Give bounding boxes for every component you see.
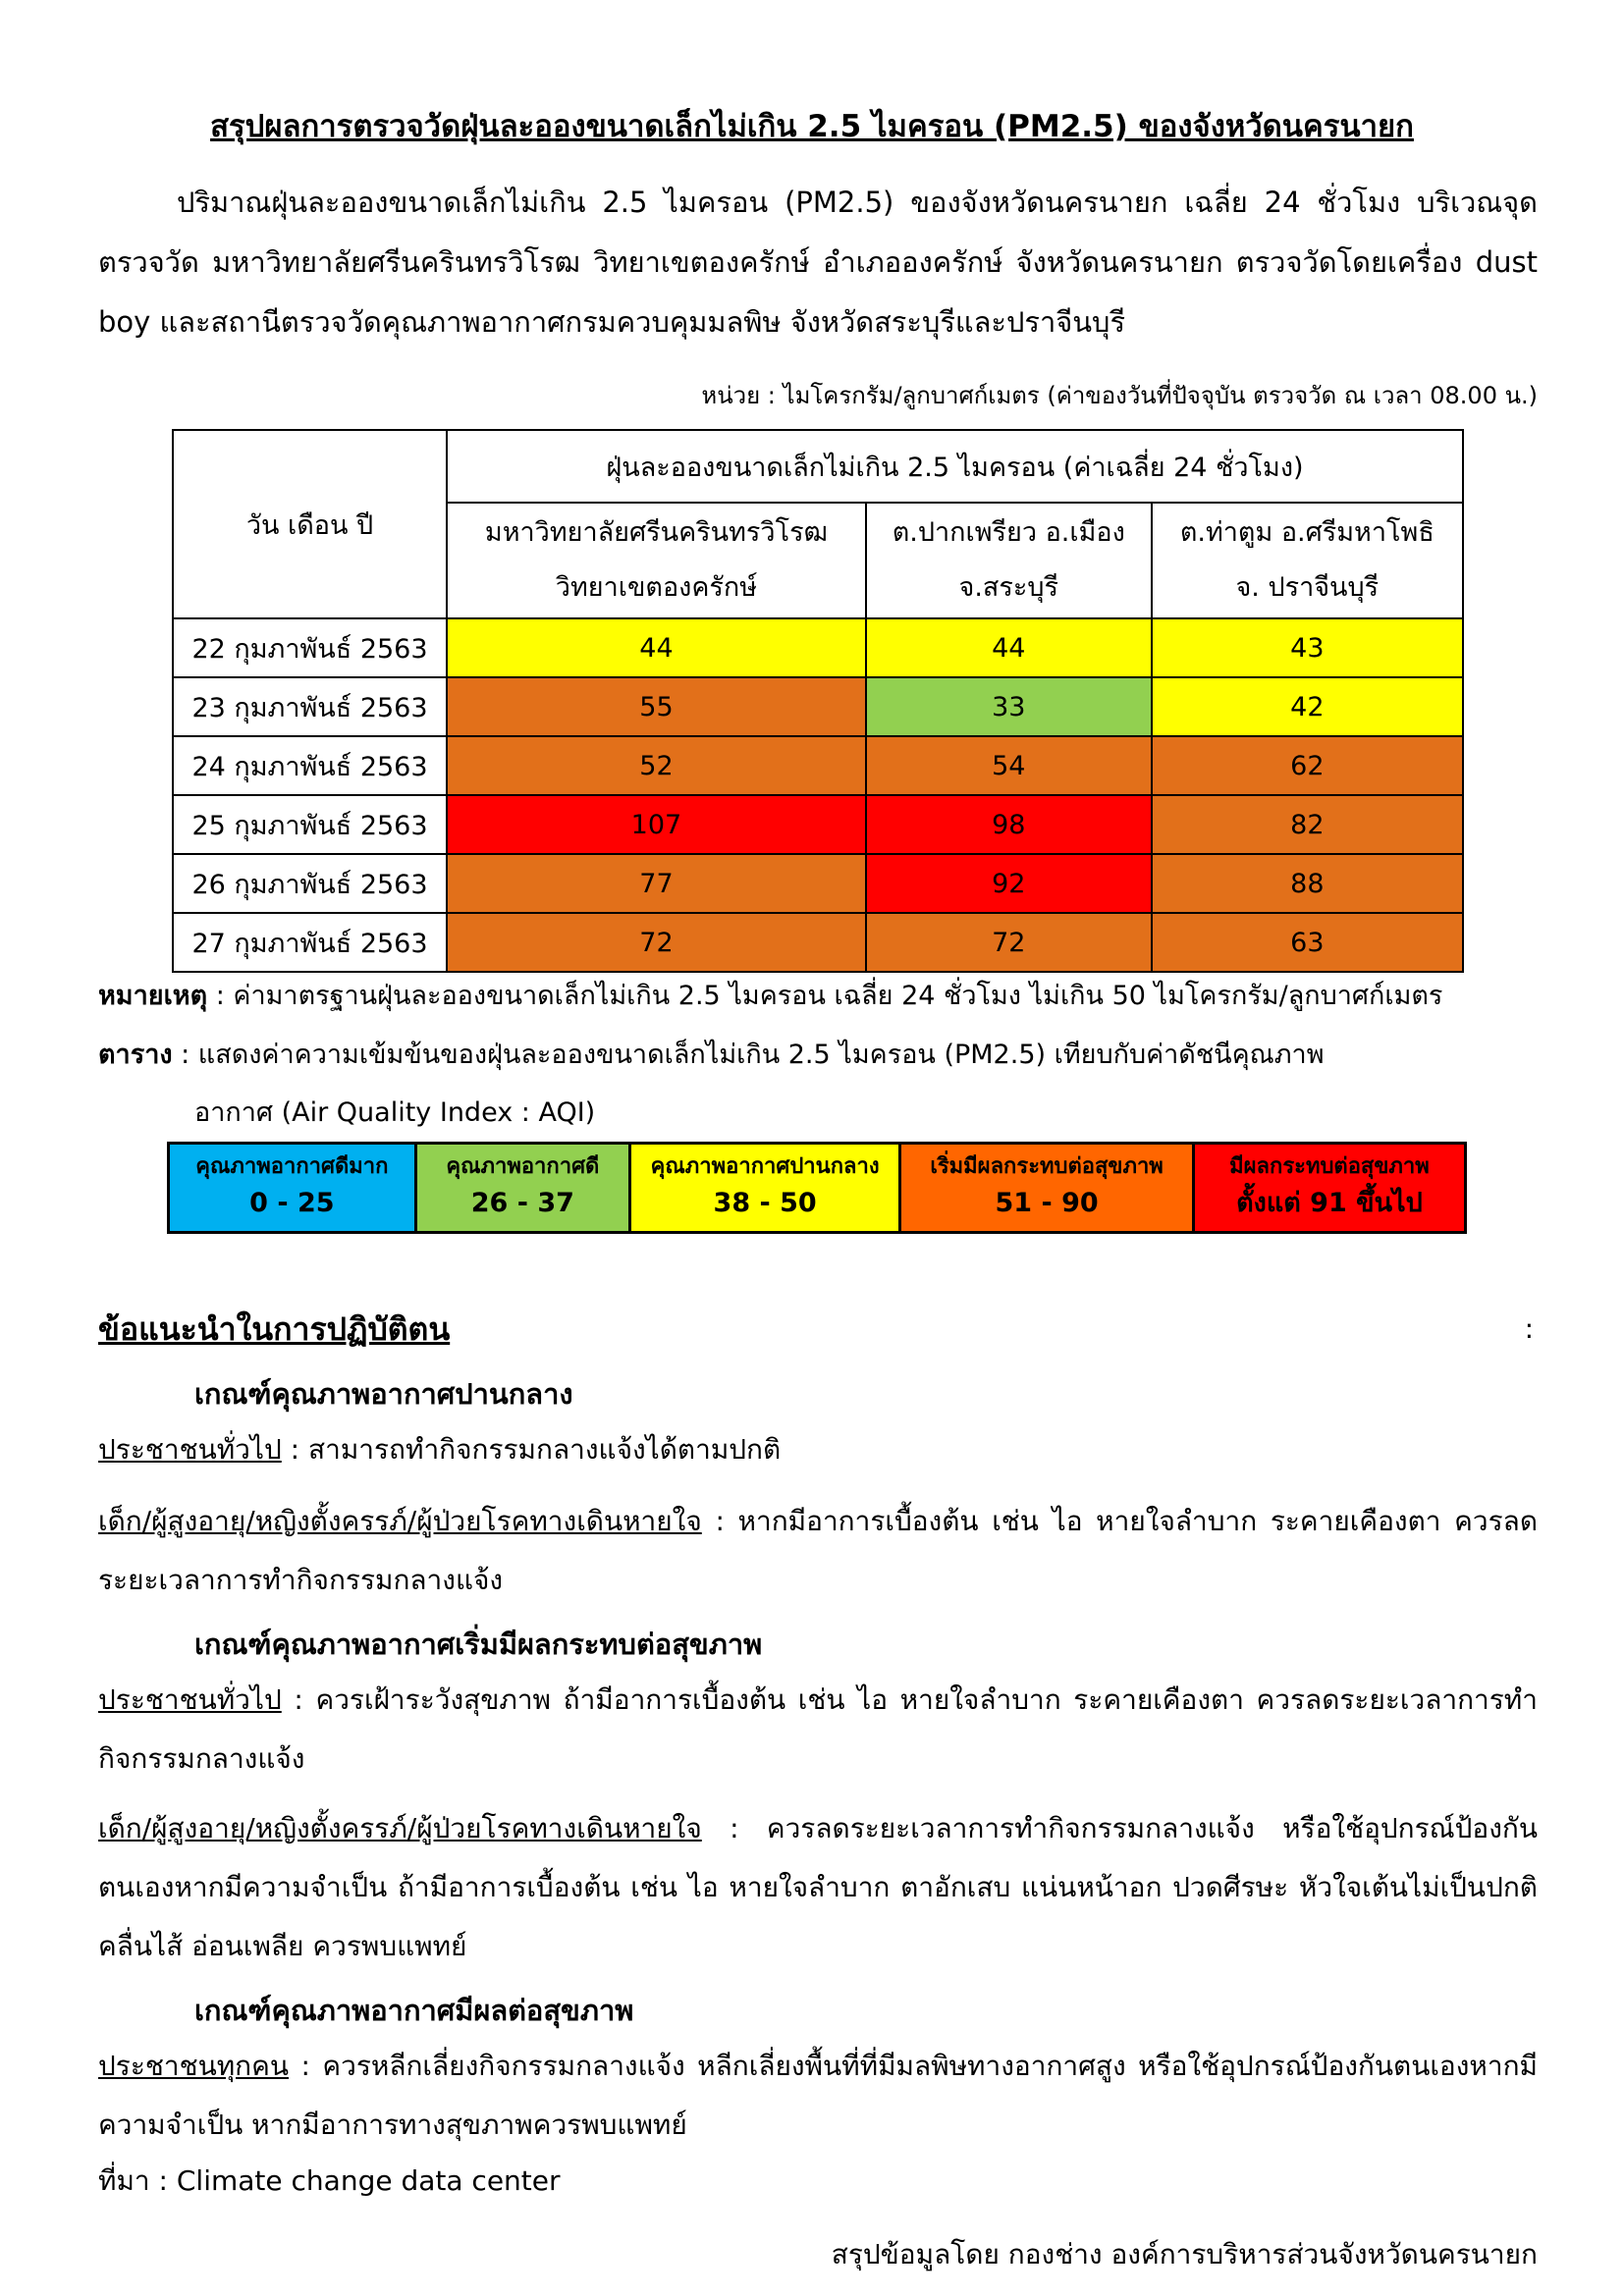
intro-paragraph [98, 173, 1538, 352]
pm25-value-cell: 52 [447, 736, 866, 795]
table-caption [98, 1038, 1551, 1073]
pm25-group-header: ฝุ่นละอองขนาดเล็กไม่เกิน 2.5 ไมครอน (ค่าเฉลี่ย 24 ชั่วโมง) [447, 430, 1463, 503]
section-moderate-title: เกณฑ์คุณภาพอากาศปานกลาง [194, 1377, 573, 1411]
aqi-level-label: คุณภาพอากาศดี [446, 1154, 600, 1179]
pm25-table-body [173, 618, 1463, 972]
pm25-value-cell: 107 [447, 795, 866, 854]
pm25-value-cell: 54 [866, 736, 1152, 795]
pm25-table-row [173, 677, 1463, 736]
advice-moderate-sensitive: เด็ก/ผู้สูงอายุ/หญิงตั้งครรภ์/ผู้ป่วยโรคทางเดินหายใจ : หากมีอาการเบื้องต้น เช่น ไอ หายใจลำบาก ระคายเคืองตา ควรลดระยะเวลาการทำกิจกรรมกลางแจ้ง [98, 1505, 1538, 1596]
pm25-value-cell: 92 [866, 854, 1152, 913]
advice-unhealthy-everyone: ประชาชนทุกคน : ควรหลีกเลี่ยงกิจกรรมกลางแจ้ง หลีกเลี่ยงพื้นที่ที่มีมลพิษทางอากาศสูง หรือใช้อุปกรณ์ป้องกันตนเองหากมีความจำเป็น หากมีอาการทางสุขภาพควรพบแพทย์ [98, 2050, 1538, 2141]
table-caption-label: ตาราง [98, 1040, 173, 1070]
aqi-level-range: 38 - 50 [713, 1188, 817, 1218]
pm25-value-cell: 44 [866, 618, 1152, 677]
pm25-table-row [173, 913, 1463, 972]
aqi-legend-table [167, 1142, 1467, 1234]
advice-colon: : [1524, 1312, 1534, 1345]
pm25-table-row [173, 854, 1463, 913]
remark-text: : ค่ามาตรฐานฝุ่นละอองขนาดเล็กไม่เกิน 2.5 ไมครอน เฉลี่ย 24 ชั่วโมง ไม่เกิน 50 ไมโครกรัม/ลูกบาศก์เมตร [207, 981, 1443, 1011]
source-note: ที่มา : Climate change data center [98, 2164, 561, 2197]
aqi-level-range: 26 - 37 [470, 1188, 574, 1218]
advice-starting-general: ประชาชนทั่วไป : ควรเฝ้าระวังสุขภาพ ถ้ามีอาการเบื้องต้น เช่น ไอ หายใจลำบาก ระคายเคืองตา ควรลดระยะเวลาการทำกิจกรรมกลางแจ้ง [98, 1683, 1538, 1775]
pm25-value-cell: 88 [1152, 854, 1463, 913]
document-title: สรุปผลการตรวจวัดฝุ่นละอองขนาดเล็กไม่เกิน 2.5 ไมครอน (PM2.5) ของจังหวัดนครนายก [210, 109, 1414, 144]
site-header-prachinburi: ต.ท่าตูม อ.ศรีมหาโพธิ จ. ปราจีนบุรี [1152, 503, 1463, 618]
table-caption-line1: : แสดงค่าความเข้มข้นของฝุ่นละอองขนาดเล็กไม่เกิน 2.5 ไมครอน (PM2.5) เทียบกับค่าดัชนีคุณภาพ [172, 1040, 1325, 1070]
remark-label: หมายเหตุ [98, 981, 208, 1011]
pm25-value-cell: 44 [447, 618, 866, 677]
signature: สรุปข้อมูลโดย กองช่าง องค์การบริหารส่วนจังหวัดนครนายก [831, 2238, 1538, 2270]
section-unhealthy-title: เกณฑ์คุณภาพอากาศมีผลต่อสุขภาพ [194, 1994, 634, 2027]
aqi-level-label: เริ่มมีผลกระทบต่อสุขภาพ [930, 1154, 1164, 1179]
pm25-table [172, 429, 1464, 973]
pm25-value-cell: 42 [1152, 677, 1463, 736]
aqi-level-cell [1193, 1144, 1465, 1233]
aqi-level-cell [900, 1144, 1194, 1233]
pm25-table-row [173, 736, 1463, 795]
pm25-value-cell: 55 [447, 677, 866, 736]
aqi-level-range: 0 - 25 [249, 1188, 335, 1218]
pm25-value-cell: 72 [447, 913, 866, 972]
aqi-level-range: ตั้งแต่ 91 ขึ้นไป [1236, 1188, 1423, 1218]
pm25-value-cell: 63 [1152, 913, 1463, 972]
remark [98, 979, 1551, 1014]
advice-moderate-general: ประชาชนทั่วไป : สามารถทำกิจกรรมกลางแจ้งได้ตามปกติ [98, 1433, 782, 1466]
advice-heading: ข้อแนะนำในการปฏิบัติตน [98, 1310, 451, 1348]
pm25-table-row [173, 618, 1463, 677]
advice-starting-sensitive: เด็ก/ผู้สูงอายุ/หญิงตั้งครรภ์/ผู้ป่วยโรคทางเดินหายใจ : ควรลดระยะเวลาการทำกิจกรรมกลางแจ้ง หรือใช้อุปกรณ์ป้องกันตนเองหากมีความจำเป็น ถ้ามีอาการเบื้องต้น เช่น ไอ หายใจลำบาก ตาอักเสบ แน่นหน้าอก ปวดศีรษะ หัวใจเต้นไม่เป็นปกติ คลื่นไส้ อ่อนเพลีย ควรพบแพทย์ [98, 1812, 1538, 1962]
aqi-level-cell [415, 1144, 629, 1233]
aqi-level-range: 51 - 90 [995, 1188, 1099, 1218]
site-header-saraburi: ต.ปากเพรียว อ.เมือง จ.สระบุรี [866, 503, 1152, 618]
aqi-level-label: มีผลกระทบต่อสุขภาพ [1229, 1154, 1430, 1179]
unit-note: หน่วย : ไมโครกรัม/ลูกบาศก์เมตร (ค่าของวันที่ปัจจุบัน ตรวจวัด ณ เวลา 08.00 น.) [701, 382, 1538, 409]
pm25-value-cell: 98 [866, 795, 1152, 854]
date-column-header: วัน เดือน ปี [173, 430, 447, 618]
aqi-level-cell [169, 1144, 416, 1233]
aqi-level-cell [630, 1144, 900, 1233]
date-cell: 26 กุมภาพันธ์ 2563 [173, 854, 447, 913]
aqi-legend-row [169, 1144, 1466, 1233]
pm25-table-row [173, 795, 1463, 854]
date-cell: 25 กุมภาพันธ์ 2563 [173, 795, 447, 854]
date-cell: 22 กุมภาพันธ์ 2563 [173, 618, 447, 677]
intro-text: ปริมาณฝุ่นละอองขนาดเล็กไม่เกิน 2.5 ไมครอน (PM2.5) ของจังหวัดนครนายก เฉลี่ย 24 ชั่วโมง บริเวณจุดตรวจวัด มหาวิทยาลัยศรีนครินทรวิโรฒ วิทยาเขตองครักษ์ อำเภอองครักษ์ จังหวัดนครนายก ตรวจวัดโดยเครื่อง dust boy และสถานีตรวจวัดคุณภาพอากาศกรมควบคุมมลพิษ จังหวัดสระบุรีและปราจีนบุรี [98, 186, 1538, 339]
table-caption-line2: อากาศ (Air Quality Index : AQI) [194, 1097, 596, 1128]
pm25-value-cell: 43 [1152, 618, 1463, 677]
pm25-value-cell: 72 [866, 913, 1152, 972]
pm25-value-cell: 82 [1152, 795, 1463, 854]
section-starting-title: เกณฑ์คุณภาพอากาศเริ่มมีผลกระทบต่อสุขภาพ [194, 1628, 763, 1661]
pm25-value-cell: 33 [866, 677, 1152, 736]
date-cell: 24 กุมภาพันธ์ 2563 [173, 736, 447, 795]
aqi-level-label: คุณภาพอากาศดีมาก [195, 1154, 389, 1179]
aqi-level-label: คุณภาพอากาศปานกลาง [650, 1154, 880, 1179]
date-cell: 27 กุมภาพันธ์ 2563 [173, 913, 447, 972]
pm25-value-cell: 77 [447, 854, 866, 913]
pm25-value-cell: 62 [1152, 736, 1463, 795]
date-cell: 23 กุมภาพันธ์ 2563 [173, 677, 447, 736]
site-header-swu: มหาวิทยาลัยศรีนครินทรวิโรฒ วิทยาเขตองครักษ์ [447, 503, 866, 618]
